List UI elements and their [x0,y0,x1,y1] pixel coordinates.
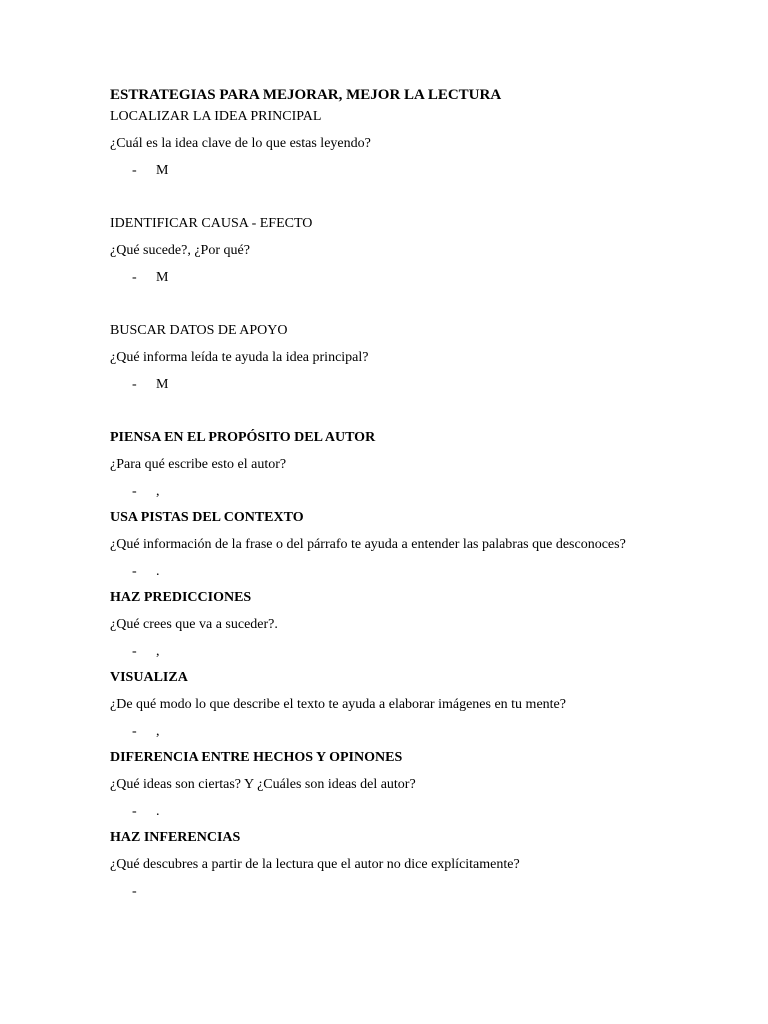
section-heading: BUSCAR DATOS DE APOYO [110,323,288,338]
bullet-dash: - [132,644,137,659]
document-page [110,84,730,903]
document-title: ESTRATEGIAS PARA MEJORAR, MEJOR LA LECTURA [110,87,502,103]
section-heading: IDENTIFICAR CAUSA - EFECTO [110,216,313,231]
bullet-text: M [156,377,169,392]
section-question: ¿Qué informa leída te ayuda la idea principal? [110,350,369,365]
bullet-item [110,481,730,503]
section-question: ¿Qué sucede?, ¿Por qué? [110,243,250,258]
section-heading: HAZ PREDICCIONES [110,590,252,605]
bullet-item [110,801,730,823]
section-heading: DIFERENCIA ENTRE HECHOS Y OPINONES [110,750,403,765]
section-heading: USA PISTAS DEL CONTEXTO [110,510,304,525]
bullet-item [110,881,730,903]
bullet-dash: - [132,884,137,899]
bullet-dash: - [132,804,137,819]
bullet-text: , [156,724,160,739]
bullet-dash: - [132,163,137,178]
bullet-dash: - [132,270,137,285]
bullet-text: , [156,644,160,659]
section-question: ¿Qué información de la frase o del párrafo te ayuda a entender las palabras que desconoces? [110,537,626,552]
section-heading: VISUALIZA [110,670,188,685]
section-question: ¿Qué crees que va a suceder?. [110,617,278,632]
section-question: ¿Para qué escribe esto el autor? [110,457,287,472]
bullet-dash: - [132,484,137,499]
section-heading: PIENSA EN EL PROPÓSITO DEL AUTOR [110,430,376,445]
bullet-text: M [156,163,169,178]
bullet-item [110,267,730,289]
section-question: ¿Cuál es la idea clave de lo que estas leyendo? [110,136,371,151]
section-question: ¿Qué ideas son ciertas? Y ¿Cuáles son ideas del autor? [110,777,416,792]
bullet-text: . [156,804,160,819]
bullet-item [110,561,730,583]
bullet-text: M [156,270,169,285]
bullet-text: . [156,564,160,579]
section-heading: LOCALIZAR LA IDEA PRINCIPAL [110,109,322,124]
section-heading: HAZ INFERENCIAS [110,830,241,845]
bullet-item [110,374,730,396]
section-question: ¿De qué modo lo que describe el texto te ayuda a elaborar imágenes en tu mente? [110,697,566,712]
section-question: ¿Qué descubres a partir de la lectura que el autor no dice explícitamente? [110,857,520,872]
bullet-item [110,160,730,182]
bullet-dash: - [132,377,137,392]
bullet-item [110,721,730,743]
bullet-dash: - [132,564,137,579]
bullet-item [110,641,730,663]
bullet-dash: - [132,724,137,739]
bullet-text: , [156,484,160,499]
